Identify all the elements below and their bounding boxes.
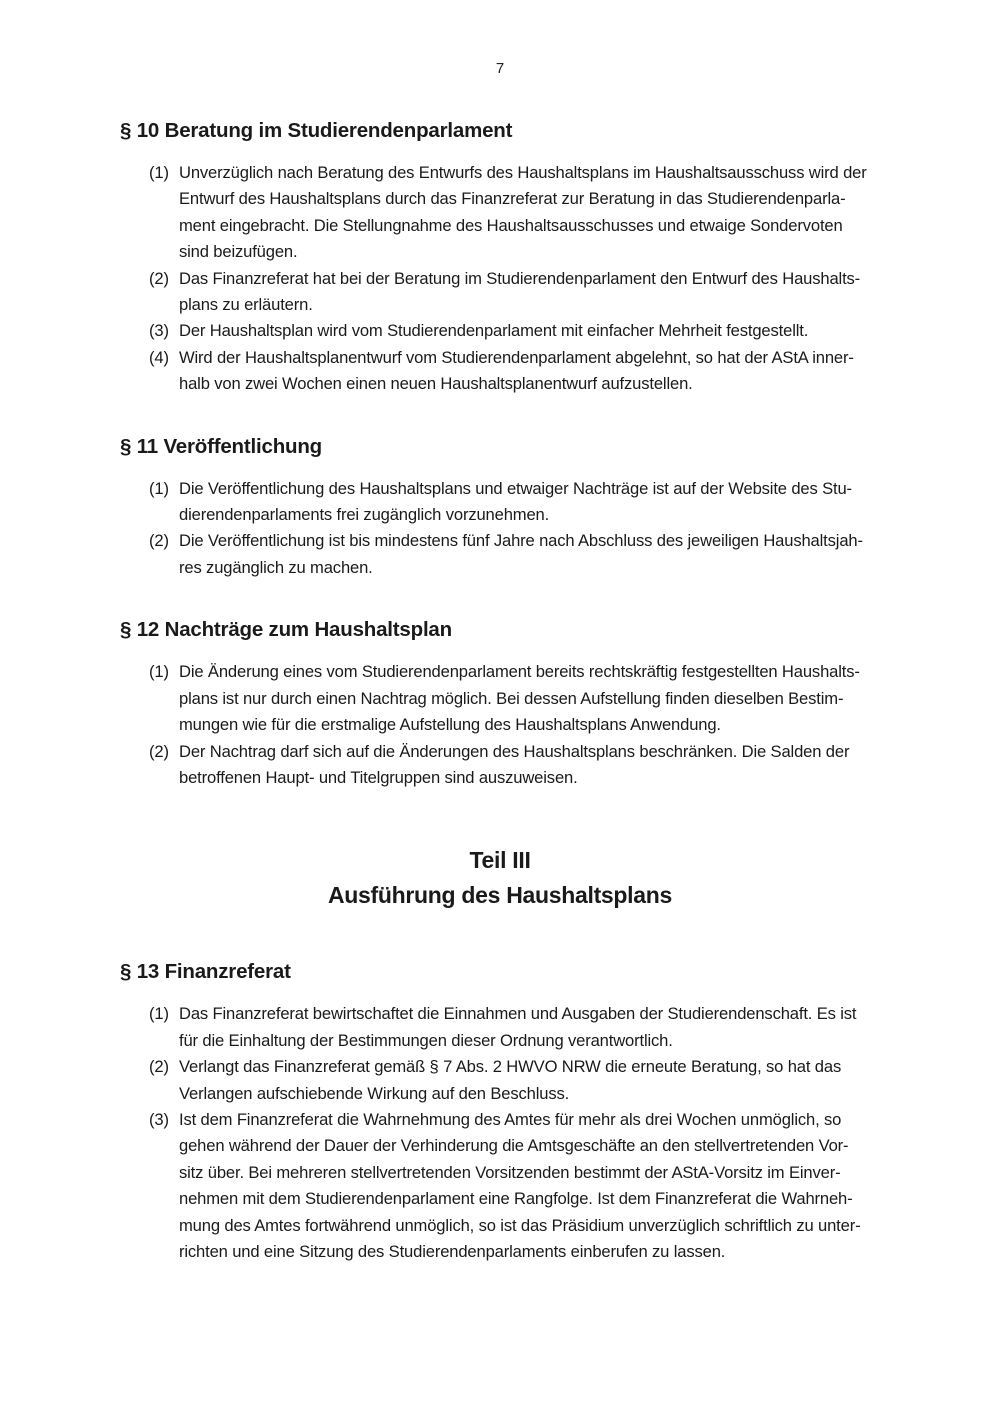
paragraph (120, 1001, 880, 1054)
paragraph-text: Unverzüglich nach Beratung des Entwurfs des Haushaltsplans im Haushaltsausschuss wird der Entwurf des Haushaltsplans durch das Finanzreferat zur Beratung in das Studierendenparla- ment eingebracht. Die Stellungnahme des Haushaltsausschusses und etwaige Sondervoten sind beizufügen. (179, 163, 867, 262)
paragraph (120, 318, 880, 344)
paragraph (120, 1107, 880, 1265)
paragraph-number: (2) (149, 1057, 169, 1077)
paragraph-text: Wird der Haushaltsplanentwurf vom Studierendenparlament abgelehnt, so hat der AStA inner- halb von zwei Wochen einen neuen Haushaltsplanentwurf aufzustellen. (179, 347, 854, 394)
paragraph-number: (3) (149, 321, 169, 341)
part-heading-title: Ausführung des Haushaltsplans (327, 882, 673, 909)
section-11 (120, 432, 880, 582)
paragraph-text: Das Finanzreferat hat bei der Beratung im Studierendenparlament den Entwurf des Haushalts- plans zu erläutern. (179, 268, 861, 315)
document-body (120, 116, 880, 1299)
paragraph-text: Ist dem Finanzreferat die Wahrnehmung des Amtes für mehr als drei Wochen unmöglich, so gehen während der Dauer der Verhinderung die Amtsgeschäfte an den stellvertretenden Vor- sitz über. Bei mehreren stellvertretenden Vorsitzenden bestimmt der AStA-Vorsitz im Einver- nehmen mit dem Studierendenparlament eine Rangfolge. Ist dem Finanzreferat die Wahrneh- mung des Amtes fortwährend unmöglich, so ist das Präsidium unverzüglich schriftlich zu unter- richten und eine Sitzung des Studierendenparlaments einberufen zu lassen. (179, 1109, 861, 1261)
paragraph (120, 160, 880, 266)
section-title: § 10 Beratung im Studierendenparlament (120, 119, 513, 142)
paragraph (120, 1054, 880, 1107)
paragraph (120, 476, 880, 529)
paragraph-number: (2) (149, 531, 169, 551)
paragraph-number: (1) (149, 478, 169, 498)
paragraph (120, 739, 880, 792)
section-13 (120, 957, 880, 1265)
paragraph-text: Die Veröffentlichung des Haushaltsplans und etwaiger Nachträge ist auf der Website des Stu- dierendenparlaments frei zugänglich vorzunehmen. (179, 478, 852, 525)
paragraph-number: (1) (149, 662, 169, 682)
paragraph (120, 345, 880, 398)
paragraph-text: Das Finanzreferat bewirtschaftet die Einnahmen und Ausgaben der Studierendenschaft. Es ist für die Einhaltung der Bestimmungen dieser Ordnung verantwortlich. (179, 1004, 857, 1050)
section-12 (120, 615, 880, 791)
paragraph-number: (1) (149, 1004, 169, 1024)
paragraph-text: Verlangt das Finanzreferat gemäß § 7 Abs. 2 HWVO NRW die erneute Beratung, so hat das Verlangen aufschiebende Wirkung auf den Beschluss. (179, 1057, 842, 1103)
section-title: § 12 Nachträge zum Haushaltsplan (120, 618, 452, 642)
page-number: 7 (495, 60, 505, 77)
paragraph-text: Der Haushaltsplan wird vom Studierendenparlament mit einfacher Mehrheit festgestellt. (179, 321, 809, 341)
paragraph (120, 528, 880, 581)
section-10 (120, 116, 880, 398)
paragraph (120, 266, 880, 319)
paragraph-text: Die Änderung eines vom Studierendenparlament bereits rechtskräftig festgestellten Haushalts- plans ist nur durch einen Nachtrag möglich. Bei dessen Aufstellung finden dieselben Bestim- mungen wie für die erstmalige Aufstellung des Haushaltsplans Anwendung. (179, 662, 860, 735)
paragraph (120, 659, 880, 738)
paragraph-number: (2) (149, 741, 169, 761)
section-title: § 11 Veröffentlichung (120, 434, 322, 458)
part-heading (120, 843, 880, 913)
paragraph-number: (1) (149, 163, 169, 182)
paragraph-number: (2) (149, 268, 169, 288)
paragraph-number: (3) (149, 1109, 169, 1129)
paragraph-text: Die Veröffentlichung ist bis mindestens fünf Jahre nach Abschluss des jeweiligen Haushaltsjah- res zugänglich zu machen. (179, 531, 863, 577)
section-title: § 13 Finanzreferat (120, 960, 291, 984)
part-heading-number: Teil III (469, 847, 531, 874)
paragraph-number: (4) (149, 347, 169, 367)
paragraph-text: Der Nachtrag darf sich auf die Änderungen des Haushaltsplans beschränken. Die Salden der betroffenen Haupt- und Titelgruppen sind auszuweisen. (179, 741, 850, 787)
